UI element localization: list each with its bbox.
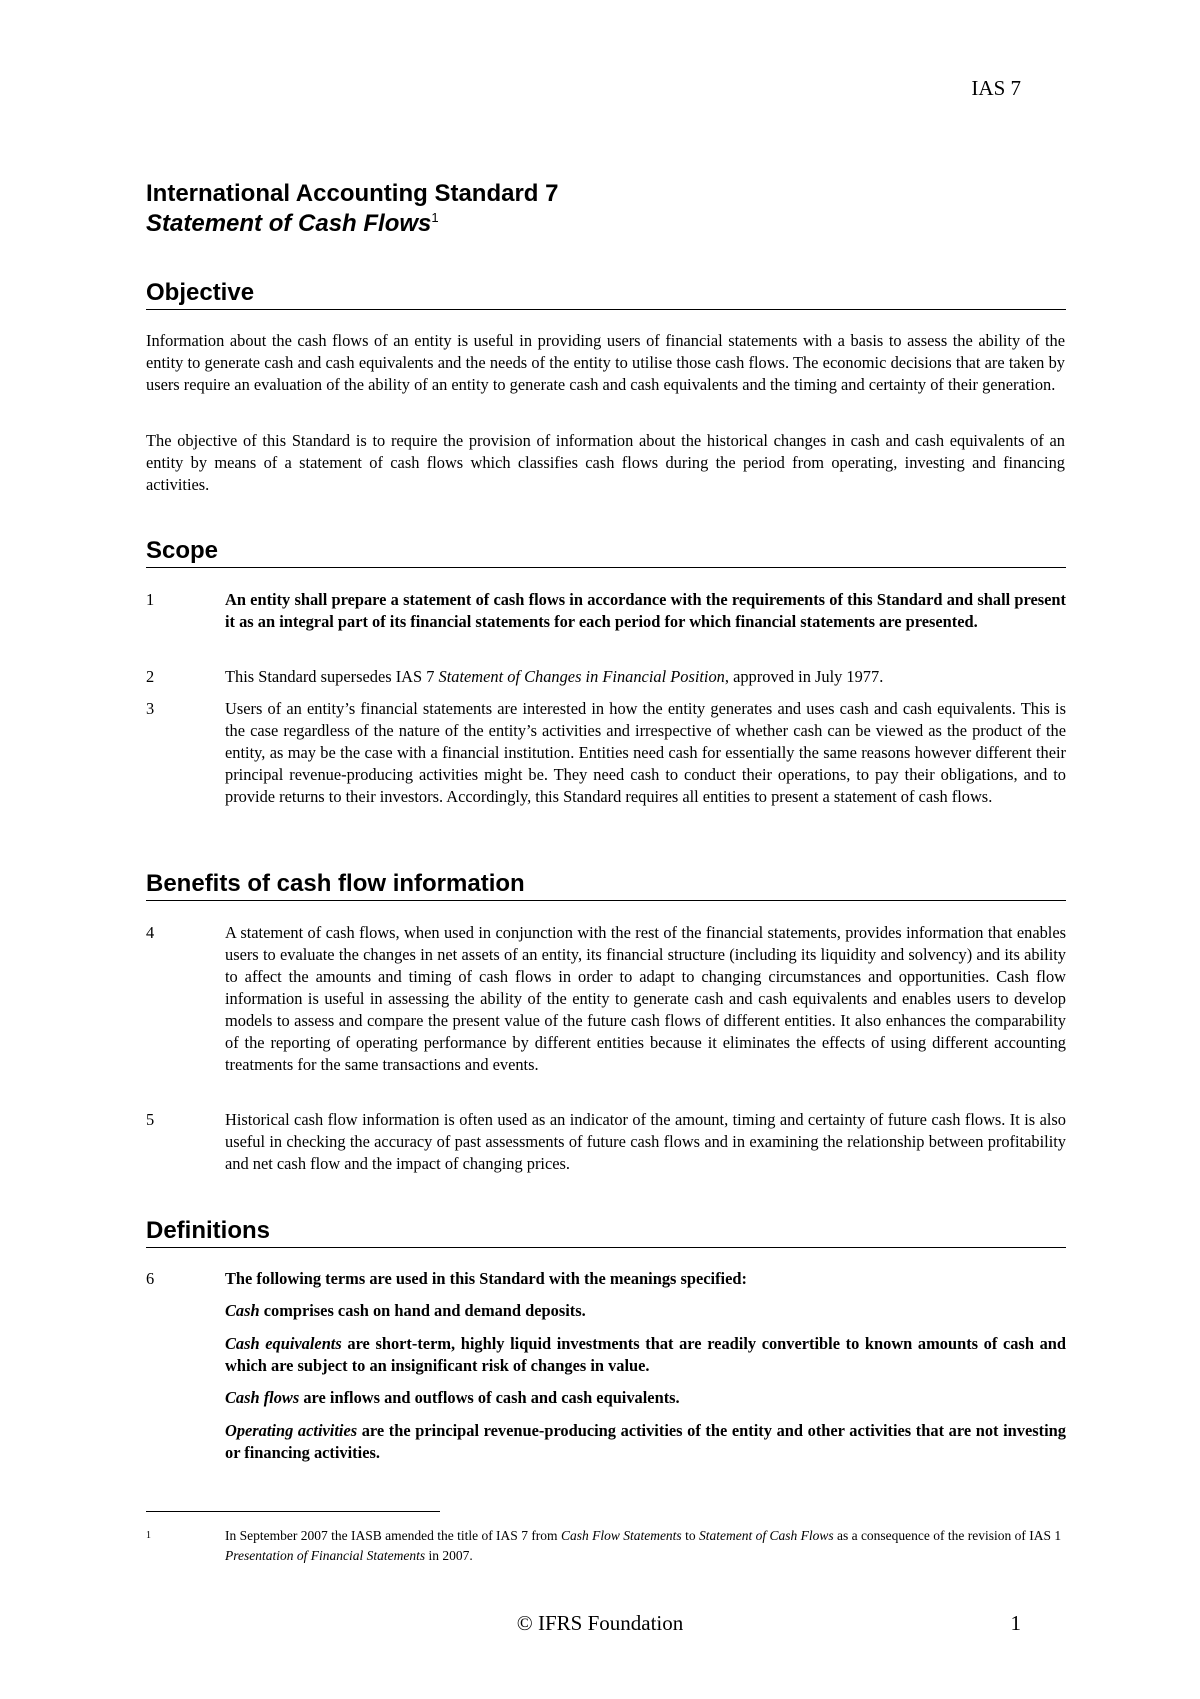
copyright-footer: © IFRS Foundation	[516, 1611, 684, 1635]
paragraph-text: Historical cash flow information is often used as an indicator of the amount, timing and certainty of future cash flows. It is also useful in checking the accuracy of past assessments of future cash flows and in examining the relationship between profitability and net cash flow and the impact of changing prices.	[225, 1110, 1066, 1173]
objective-heading: Objective	[146, 278, 1066, 310]
paragraph-2	[146, 666, 1066, 688]
definition-text	[225, 1333, 1066, 1377]
defined-term: Cash	[225, 1301, 260, 1320]
defined-term: Cash equivalents	[225, 1334, 342, 1353]
paragraph-number: 2	[146, 667, 155, 686]
definition-text	[225, 1300, 1066, 1322]
text-run: are the principal revenue-producing activities of the entity and other activities that are not investing or financing activities.	[225, 1421, 1066, 1462]
benefits-heading: Benefits of cash flow information	[146, 869, 1066, 901]
paragraph-1	[146, 589, 1066, 633]
paragraph-number: 3	[146, 699, 155, 718]
defined-term: Cash flows	[225, 1388, 300, 1407]
definition-cash	[146, 1300, 1066, 1322]
paragraph-5	[146, 1109, 1066, 1175]
paragraph-number: 4	[146, 923, 155, 942]
standard-subtitle-text: Statement of Cash Flows	[146, 210, 432, 237]
paragraph-text: A statement of cash flows, when used in conjunction with the rest of the financial statements, provides information that enables users to evaluate the changes in net assets of an entity, its financial structure (including its liquidity and solvency) and its ability to affect the amounts and timing of cash flows in order to adapt to changing circumstances and opportunities. Cash flow information is useful in assessing the ability of the entity to generate cash and cash equivalents and enables users to develop models to assess and compare the present value of the future cash flows of different entities. It also enhances the comparability of the reporting of operating performance by different entities because it eliminates the effects of using different accounting treatments for the same transactions and events.	[225, 923, 1066, 1074]
page-title	[146, 179, 1066, 239]
paragraph-number: 6	[146, 1269, 155, 1288]
text-run: , approved in July 1977.	[724, 667, 884, 686]
paragraph-text	[225, 666, 1066, 688]
objective-paragraph-1: Information about the cash flows of an entity is useful in providing users of financial statements with a basis to assess the ability of the entity to generate cash and cash equivalents and the needs of the entity to utilise those cash flows. The economic decisions that are taken by users require an evaluation of the ability of an entity to generate cash and cash equivalents and the timing and certainty of their generation.	[146, 331, 1065, 394]
text-run: are inflows and outflows of cash and cash equivalents.	[299, 1388, 680, 1407]
paragraph-text: An entity shall prepare a statement of cash flows in accordance with the requirements of this Standard and shall present it as an integral part of its financial statements for each period for which financial statements are presented.	[225, 590, 1066, 631]
footnote	[146, 1526, 1066, 1566]
definition-text	[225, 1420, 1066, 1464]
definition-cash-flows	[146, 1387, 1066, 1409]
standard-title: International Accounting Standard 7	[146, 180, 559, 207]
standard-reference: Presentation of Financial Statements	[225, 1548, 426, 1563]
paragraph-6	[146, 1268, 1066, 1290]
paragraph-4	[146, 922, 1066, 1076]
page-number: 1	[1010, 1611, 1021, 1635]
defined-term: Operating activities	[225, 1421, 358, 1440]
paragraph-3	[146, 698, 1066, 808]
old-title: Cash Flow Statements	[560, 1528, 682, 1543]
definition-cash-equivalents	[146, 1333, 1066, 1377]
footnote-text	[225, 1526, 1066, 1566]
paragraph-text: The following terms are used in this Standard with the meanings specified:	[225, 1269, 747, 1288]
text-run: as a consequence of the revision of IAS 1	[833, 1528, 1062, 1543]
paragraph-number: 5	[146, 1110, 155, 1129]
scope-heading: Scope	[146, 536, 1066, 568]
new-title: Statement of Cash Flows	[698, 1528, 834, 1543]
text-run: This Standard supersedes IAS 7	[225, 667, 439, 686]
running-head: IAS 7	[971, 76, 1021, 100]
footnote-number: 1	[146, 1530, 151, 1541]
definition-text	[225, 1387, 1066, 1409]
paragraph-number: 1	[146, 590, 155, 609]
definitions-heading: Definitions	[146, 1216, 1066, 1248]
text-run: are short-term, highly liquid investments that are readily convertible to known amounts of cash and which are subject to an insignificant risk of changes in value.	[225, 1334, 1066, 1375]
text-run: to	[681, 1528, 699, 1543]
objective-paragraph-2: The objective of this Standard is to require the provision of information about the historical changes in cash and cash equivalents of an entity by means of a statement of cash flows which classifies cash flows during the period from operating, investing and financing activities.	[146, 431, 1065, 494]
footnote-divider	[146, 1511, 440, 1512]
text-run: In September 2007 the IASB amended the title of IAS 7 from	[225, 1528, 561, 1543]
definition-operating-activities	[146, 1420, 1066, 1464]
text-run: comprises cash on hand and demand deposits.	[259, 1301, 586, 1320]
paragraph-text: Users of an entity’s financial statements are interested in how the entity generates and uses cash and cash equivalents. This is the case regardless of the nature of the entity’s activities and irrespective of whether cash can be viewed as the product of the entity, as may be the case with a financial institution. Entities need cash for essentially the same reasons however different their principal revenue-producing activities might be. They need cash to conduct their operations, to pay their obligations, and to provide returns to their investors. Accordingly, this Standard requires all entities to present a statement of cash flows.	[225, 699, 1066, 806]
footnote-reference[interactable]: 1	[431, 210, 439, 225]
text-run: in 2007.	[425, 1548, 473, 1563]
standard-reference: Statement of Changes in Financial Position	[438, 667, 725, 686]
standard-subtitle	[146, 209, 1066, 239]
